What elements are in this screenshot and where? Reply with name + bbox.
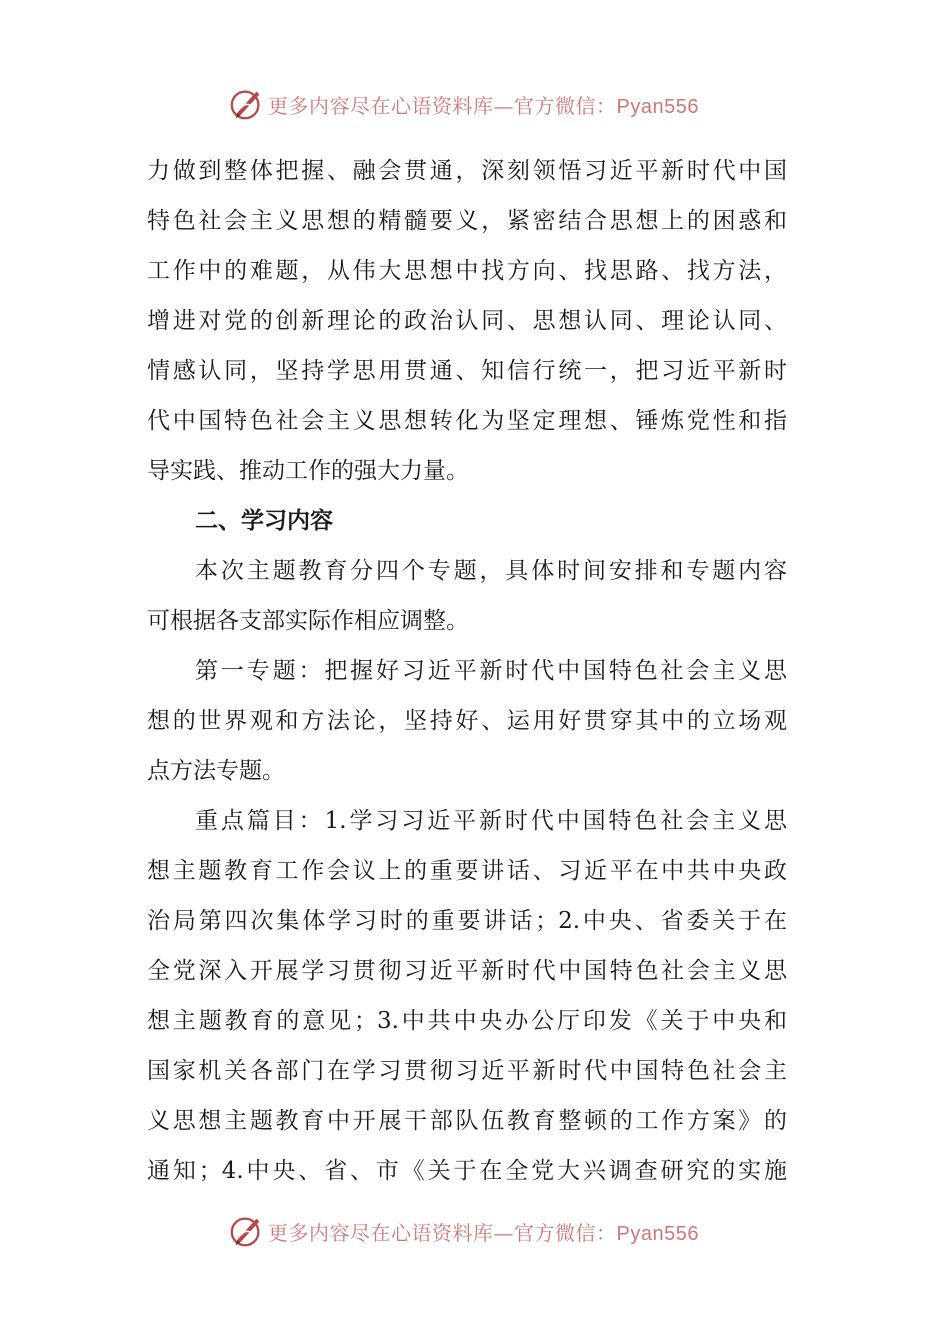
watermark-handle: Pyan556 (616, 1222, 699, 1245)
section-heading: 二、学习内容 (195, 508, 333, 534)
body-line: 代中国特色社会主义思想转化为坚定理想、锤炼党性和指 (147, 408, 787, 434)
pen-circle-logo-icon (228, 85, 266, 123)
body-line: 可根据各支部实际作相应调整。 (147, 608, 469, 634)
body-line: 点方法专题。 (147, 758, 285, 784)
body-line: 本次主题教育分四个专题，具体时间安排和专题内容 (195, 558, 787, 584)
body-line: 想主题教育工作会议上的重要讲话、习近平在中共中央政 (147, 858, 787, 884)
body-line: 通知；4.中央、省、市《关于在全党大兴调查研究的实施 (147, 1158, 787, 1184)
document-body (147, 146, 787, 1196)
body-line: 全党深入开展学习贯彻习近平新时代中国特色社会主义思 (147, 958, 787, 984)
body-line: 特色社会主义思想的精髓要义，紧密结合思想上的困惑和 (147, 208, 787, 234)
body-line: 义思想主题教育中开展干部队伍教育整顿的工作方案》的 (147, 1108, 787, 1134)
watermark-banner-bottom (228, 1211, 748, 1251)
watermark-banner-top (228, 84, 748, 124)
body-line: 情感认同，坚持学思用贯通、知信行统一，把习近平新时 (147, 358, 787, 384)
watermark-text: 更多内容尽在心语资料库—官方微信：Pyan556 (268, 1220, 699, 1245)
body-line: 国家机关各部门在学习贯彻习近平新时代中国特色社会主 (147, 1058, 787, 1084)
watermark-handle: Pyan556 (616, 95, 699, 118)
body-line: 想的世界观和方法论，坚持好、运用好贯穿其中的立场观 (147, 708, 787, 734)
body-line: 导实践、推动工作的强大力量。 (147, 458, 469, 484)
body-line: 第一专题：把握好习近平新时代中国特色社会主义思 (195, 658, 787, 684)
pen-circle-logo-icon (228, 1212, 266, 1250)
body-line: 工作中的难题，从伟大思想中找方向、找思路、找方法， (147, 258, 787, 284)
body-line: 增进对党的创新理论的政治认同、思想认同、理论认同、 (147, 308, 787, 334)
body-line: 想主题教育的意见；3.中共中央办公厅印发《关于中央和 (147, 1008, 787, 1034)
body-line: 力做到整体把握、融会贯通，深刻领悟习近平新时代中国 (147, 158, 787, 184)
body-line: 重点篇目：1.学习习近平新时代中国特色社会主义思 (195, 808, 787, 834)
body-line: 治局第四次集体学习时的重要讲话；2.中央、省委关于在 (147, 908, 787, 934)
watermark-text: 更多内容尽在心语资料库—官方微信：Pyan556 (268, 93, 699, 118)
